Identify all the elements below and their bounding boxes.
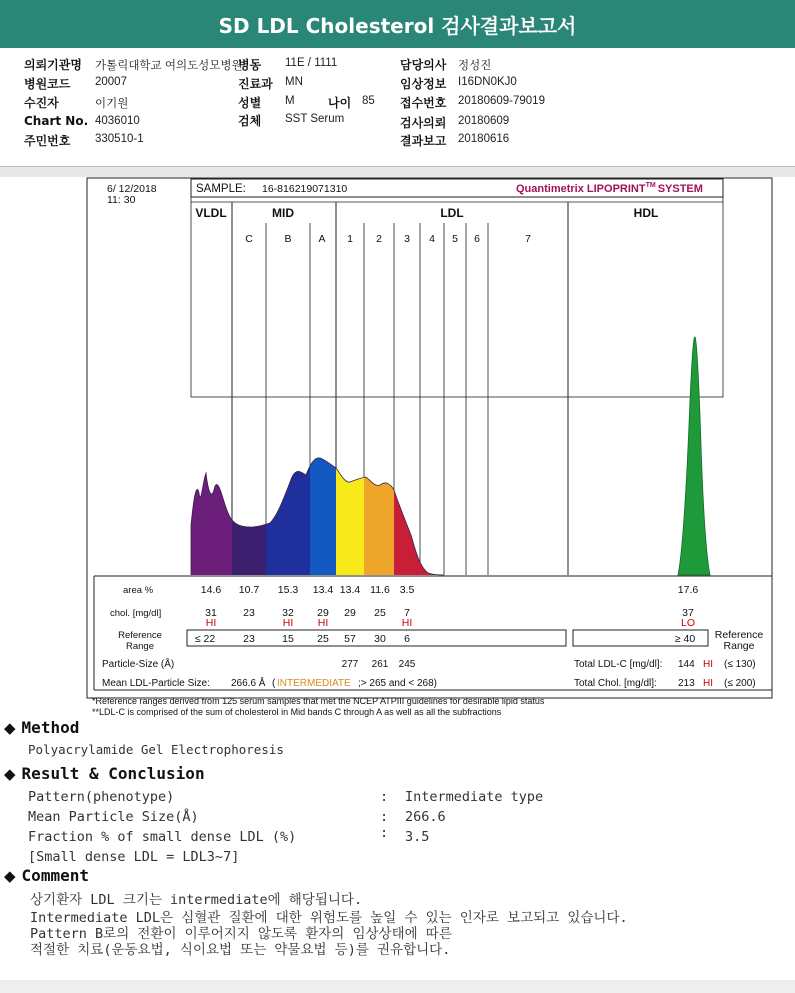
flag-mid-b: HI [282, 617, 294, 629]
sample-label: SAMPLE: [196, 183, 246, 195]
diamond-bullet-icon: ◆ [4, 765, 16, 783]
result-row-pattern-value: Intermediate type [405, 789, 544, 805]
run-time: 11: 30 [107, 194, 136, 206]
comment-line-1: 상기환자 LDL 크기는 intermediate에 해당됩니다. [30, 892, 363, 908]
particle-size-ldl1: 277 [341, 659, 359, 670]
doctor-label: 담당의사 [400, 58, 447, 72]
accession-label: 접수번호 [400, 96, 447, 110]
age-value: 85 [362, 95, 375, 107]
doctor-value: 정성진 [458, 60, 492, 72]
patient-value: 이기원 [95, 98, 129, 110]
chart-label: Chart No. [24, 114, 89, 128]
subband-b: B [284, 233, 292, 245]
area-hdl: 17.6 [677, 584, 699, 596]
report-title-bar [0, 0, 795, 48]
total-chol-label: Total Chol. [mg/dl]: [574, 678, 657, 689]
request-value: 20180609 [458, 115, 510, 127]
diamond-bullet-icon: ◆ [4, 719, 16, 737]
mean-ldl-class: INTERMEDIATE [277, 678, 351, 689]
result-row-fraction-colon: : [380, 825, 389, 841]
result-row-size-colon: : [380, 809, 389, 825]
flag-mid-a: HI [317, 617, 329, 629]
hosp-code-value: 20007 [95, 76, 127, 88]
total-ldl-label: Total LDL-C [mg/dl]: [574, 659, 663, 670]
row-area-label: area % [123, 585, 154, 596]
subband-7: 7 [525, 233, 531, 245]
ref-right-label-2: Range [723, 640, 755, 652]
region-hdl: HDL [633, 206, 659, 220]
result-row-size-label: Mean Particle Size(Å) [28, 809, 199, 825]
flag-vldl: HI [205, 617, 217, 629]
total-chol-ref: (≤ 200) [724, 678, 756, 689]
area-ldl2: 11.6 [370, 584, 390, 596]
chol-mid-a: 29 [317, 607, 329, 619]
dept-value: MN [285, 76, 303, 88]
flag-ldl3: HI [401, 617, 413, 629]
subband-1: 1 [347, 233, 353, 245]
sample-value: 16-816219071310 [262, 183, 348, 195]
run-date: 6/ 12/2018 [107, 183, 157, 195]
result-row-fraction-label: Fraction % of small dense LDL (%) [28, 829, 297, 845]
chol-mid-b: 32 [282, 607, 294, 619]
subband-c: C [245, 233, 253, 245]
specimen-label: 검체 [238, 114, 262, 128]
specimen-value: SST Serum [285, 113, 345, 125]
total-chol-value: 213 [678, 678, 695, 689]
ref-right-label-1: Reference [714, 629, 764, 641]
clinical-value: I16DN0KJ0 [458, 76, 517, 88]
area-ldl3: 3.5 [399, 584, 415, 596]
footnote-1: *Reference ranges derived from 125 serum samples that met the NCEP ATPIII guidelines for desirable lipid status [92, 696, 545, 706]
request-label: 검사의뢰 [400, 116, 447, 130]
footnote-2: **LDL-C is comprised of the sum of cholesterol in Mid bands C through A as well as all the subfractions [92, 707, 502, 717]
lipoprint-svg [0, 175, 795, 720]
ref-vldl: ≤ 22 [194, 633, 216, 645]
ref-hdl: ≥ 40 [674, 633, 696, 645]
sex-value: M [285, 95, 295, 107]
sex-label: 성별 [238, 96, 262, 110]
ref-mid-c: 23 [243, 633, 255, 645]
report-frame [87, 178, 772, 698]
patient-label: 수진자 [24, 96, 59, 110]
region-ldl: LDL [440, 206, 464, 220]
resident-value: 330510-1 [95, 133, 144, 145]
subband-2: 2 [376, 233, 382, 245]
particle-size-ldl3: 245 [398, 659, 416, 670]
brand-name: Quantimetrix LIPOPRINT™ SYSTEM [516, 182, 703, 195]
req-org-value: 가톨릭대학교 여의도성모병원 [95, 60, 243, 72]
region-mid: MID [272, 206, 294, 220]
chol-mid-c: 23 [243, 607, 255, 619]
subband-4: 4 [429, 233, 435, 245]
result-row-pattern-colon: : [380, 789, 389, 805]
total-ldl-value: 144 [678, 659, 695, 670]
total-ldl-ref: (≤ 130) [724, 659, 756, 670]
particle-size-ldl2: 261 [371, 659, 389, 670]
comment-line-2: Intermediate LDL은 심혈관 질환에 대한 위험도를 높일 수 있는 인자로 보고되고 있습니다. [30, 910, 628, 926]
total-chol-flag: HI [703, 678, 713, 689]
mean-ldl-class-rest: ;> 265 and < 268) [358, 678, 437, 689]
chol-ldl2: 25 [374, 607, 386, 619]
chol-hdl: 37 [682, 607, 694, 619]
req-org-label: 의뢰기관명 [24, 58, 82, 72]
area-vldl: 14.6 [200, 584, 222, 596]
total-ldl-flag: HI [703, 659, 713, 670]
lipoprint-report [0, 175, 795, 720]
mean-ldl-class-open: ( [272, 678, 276, 689]
hosp-code-label: 병원코드 [24, 77, 71, 91]
chol-ldl1: 29 [344, 607, 356, 619]
chol-ldl3: 7 [404, 607, 410, 619]
chart-value: 4036010 [95, 115, 140, 127]
result-note: [Small dense LDL = LDL3~7] [28, 849, 240, 865]
ward-value: 11E / 1111 [285, 57, 338, 69]
result-row-fraction-value: 3.5 [405, 829, 430, 845]
clinical-label: 임상정보 [400, 77, 447, 91]
subband-6: 6 [474, 233, 480, 245]
ref-ldl3: 6 [404, 633, 410, 645]
comment-heading: ◆ Comment [4, 866, 89, 885]
mean-ldl-value: 266.6 Å [231, 678, 266, 689]
report-title: SD LDL Cholesterol 검사결과보고서 [218, 13, 577, 38]
diamond-bullet-icon: ◆ [4, 867, 16, 885]
subband-5: 5 [452, 233, 458, 245]
region-vldl: VLDL [195, 206, 227, 220]
comment-line-4: 적절한 치료(운동요법, 식이요법 또는 약물요법 등)를 권유합니다. [30, 942, 451, 958]
result-row-pattern-label: Pattern(phenotype) [28, 789, 175, 805]
flag-hdl: LO [680, 617, 696, 629]
subband-a: A [318, 233, 326, 245]
ref-ldl2: 30 [374, 633, 386, 645]
comment-line-3: Pattern B로의 전환이 이루어지지 않도록 환자의 임상상태에 따른 [30, 926, 452, 942]
ward-label: 병동 [238, 58, 262, 72]
method-text: Polyacrylamide Gel Electrophoresis [28, 742, 284, 757]
row-ref-label-1: Reference [118, 630, 162, 641]
report-date-value: 20180616 [458, 133, 510, 145]
area-mid-c: 10.7 [238, 584, 260, 596]
patient-info-panel [0, 48, 795, 167]
age-label: 나이 [328, 96, 352, 110]
report-date-label: 결과보고 [400, 134, 447, 148]
footer-bar [0, 980, 795, 993]
result-heading: ◆ Result & Conclusion [4, 764, 205, 783]
ref-mid-a: 25 [317, 633, 329, 645]
chol-vldl: 31 [205, 607, 217, 619]
area-ldl1: 13.4 [339, 584, 361, 596]
subband-3: 3 [404, 233, 410, 245]
resident-label: 주민번호 [24, 134, 71, 148]
method-heading: ◆ Method [4, 718, 80, 737]
result-row-size-value: 266.6 [405, 809, 446, 825]
particle-size-label: Particle-Size (Å) [102, 659, 175, 670]
accession-value: 20180609-79019 [458, 95, 545, 107]
row-chol-label: chol. [mg/dl] [110, 608, 162, 619]
dept-label: 진료과 [238, 77, 273, 91]
row-ref-label-2: Range [126, 641, 154, 652]
ref-ldl1: 57 [344, 633, 356, 645]
area-mid-b: 15.3 [277, 584, 299, 596]
area-mid-a: 13.4 [312, 584, 334, 596]
mean-ldl-label: Mean LDL-Particle Size: [102, 678, 210, 689]
ref-mid-b: 15 [282, 633, 294, 645]
